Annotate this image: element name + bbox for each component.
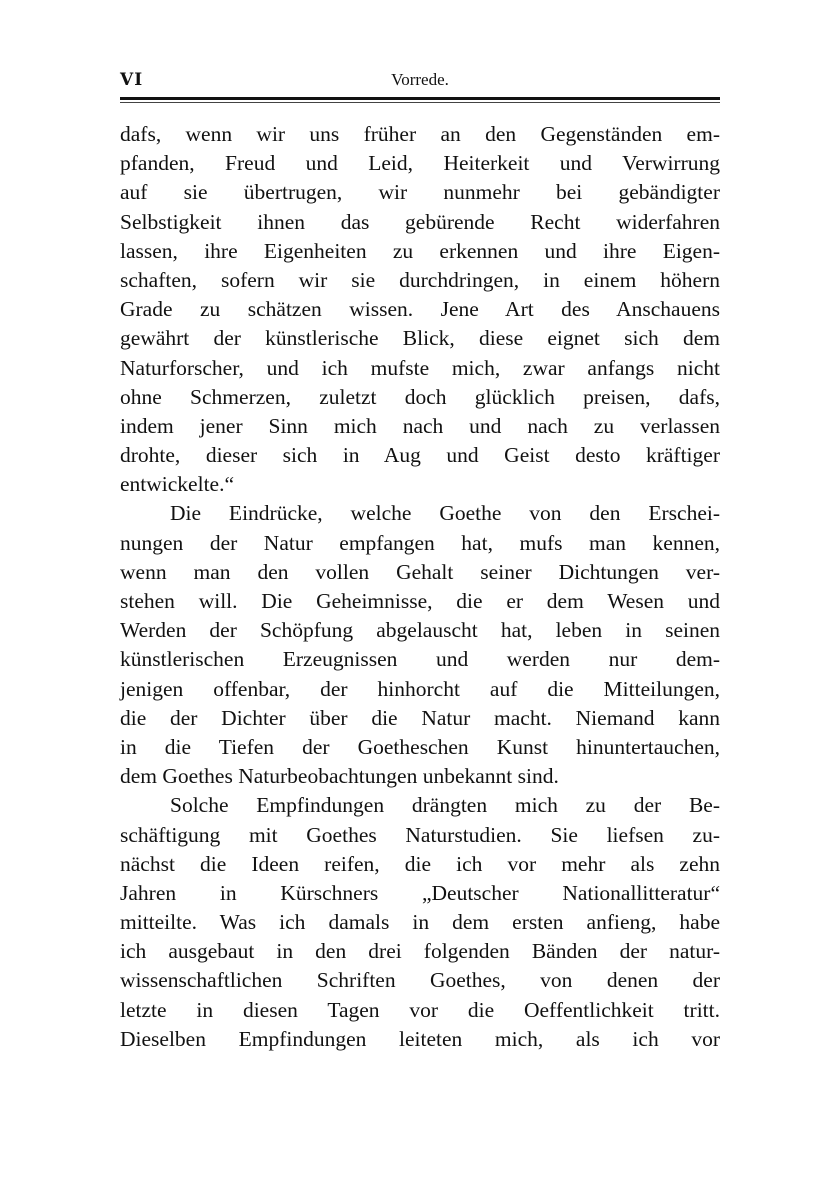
text-line: indem jener Sinn mich nach und nach zu verlassen: [120, 413, 720, 438]
text-line: nungen der Natur empfangen hat, mufs man kennen,: [120, 530, 720, 555]
page-header: [120, 66, 720, 96]
body-text: [120, 120, 720, 1054]
text-line: entwickelte.“: [120, 472, 235, 497]
header-rule: [120, 97, 720, 100]
text-line: schäftigung mit Goethes Naturstudien. Sie liefsen zu-: [120, 822, 720, 847]
header-rule-thin: [120, 102, 720, 103]
text-line: lassen, ihre Eigenheiten zu erkennen und ihre Eigen-: [120, 238, 720, 263]
text-line: die der Dichter über die Natur macht. Niemand kann: [120, 705, 720, 730]
book-page: [120, 66, 720, 1051]
text-line: Jahren in Kürschners „Deutscher Nationallitteratur“: [120, 880, 720, 905]
text-line: wissenschaftlichen Schriften Goethes, von denen der: [120, 968, 720, 993]
text-line: Die Eindrücke, welche Goethe von den Erschei-: [170, 501, 720, 526]
text-line: Solche Empfindungen drängten mich zu der Be-: [170, 793, 720, 818]
text-line: Grade zu schätzen wissen. Jene Art des Anschauens: [120, 297, 720, 322]
paragraph-3: [120, 791, 720, 1054]
text-line: ohne Schmerzen, zuletzt doch glücklich preisen, dafs,: [120, 384, 720, 409]
text-line: nächst die Ideen reifen, die ich vor mehr als zehn: [120, 851, 720, 876]
text-line: schaften, sofern wir sie durchdringen, in einem höhern: [120, 267, 720, 292]
text-line: dem Goethes Naturbeobachtungen unbekannt sind.: [120, 764, 559, 789]
text-line: wenn man den vollen Gehalt seiner Dichtungen ver-: [120, 559, 720, 584]
text-line: ich ausgebaut in den drei folgenden Bänden der natur-: [120, 939, 720, 964]
text-line: gewährt der künstlerische Blick, diese eignet sich dem: [120, 326, 720, 351]
text-line: Selbstigkeit ihnen das gebürende Recht widerfahren: [120, 209, 720, 234]
paragraph-2: [120, 499, 720, 791]
text-line: Dieselben Empfindungen leiteten mich, als ich vor: [120, 1026, 720, 1051]
text-line: künstlerischen Erzeugnissen und werden nur dem-: [120, 647, 720, 672]
text-line: mitteilte. Was ich damals in dem ersten anfieng, habe: [120, 910, 720, 935]
text-line: Werden der Schöpfung abgelauscht hat, leben in seinen: [120, 618, 720, 643]
text-line: drohte, dieser sich in Aug und Geist desto kräftiger: [120, 443, 720, 468]
running-title: Vorrede.: [391, 70, 449, 89]
paragraph-1: [120, 120, 720, 499]
text-line: pfanden, Freud und Leid, Heiterkeit und Verwirrung: [120, 151, 720, 176]
text-line: Naturforscher, und ich mufste mich, zwar anfangs nicht: [120, 355, 720, 380]
text-line: letzte in diesen Tagen vor die Oeffentlichkeit tritt.: [120, 997, 720, 1022]
text-line: stehen will. Die Geheimnisse, die er dem Wesen und: [120, 589, 720, 613]
text-line: auf sie übertrugen, wir nunmehr bei gebändigter: [120, 180, 720, 205]
text-line: jenigen offenbar, der hinhorcht auf die Mitteilungen,: [120, 676, 720, 701]
page-number: VI: [120, 70, 144, 90]
text-line: dafs, wenn wir uns früher an den Gegenständen em-: [120, 122, 720, 146]
text-line: in die Tiefen der Goetheschen Kunst hinuntertauchen,: [120, 734, 720, 759]
